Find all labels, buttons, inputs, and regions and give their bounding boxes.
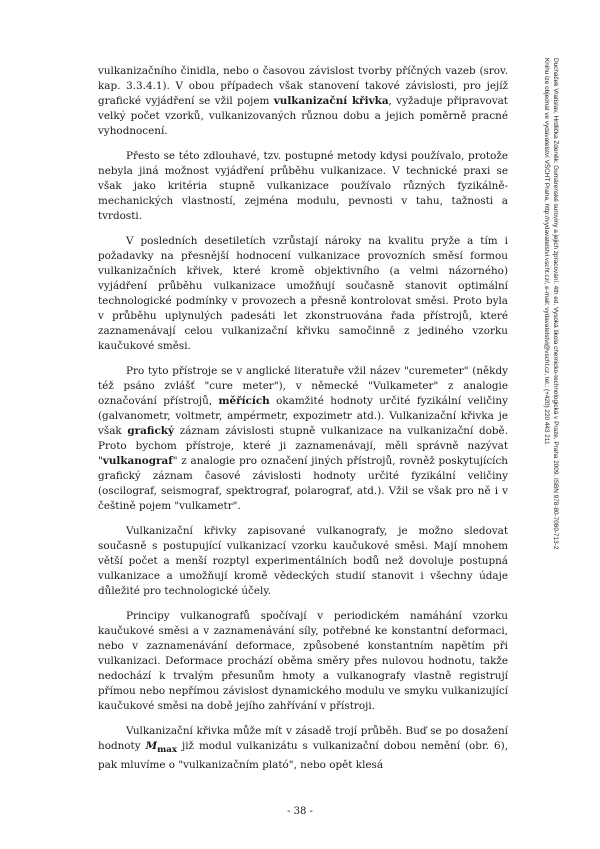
term-graficky: grafický (127, 425, 175, 437)
paragraph-1-text-c: , vyžaduje připravovat velký počet vzorků, vulkanizovaných různou dobu a jejich poměrně pracné vyhodnocení. (98, 95, 508, 137)
term-vulkanograf: vulkanograf (102, 455, 173, 467)
page-number: - 38 - (287, 806, 313, 817)
side-note-line-2: Knihu lze objednat ve vydavatelství VŠCHT Praha, http://vydavatelstvi.vscht.cz/, e-mail: vydavatelstvi@vscht.cz, tel.: (+420) 220 443 211 (543, 58, 550, 445)
term-mericich: měřících (218, 395, 270, 407)
term-vulkanizacni-krivka: vulkanizační křivka (273, 95, 389, 107)
paragraph-2: Přesto se této zdlouhavé, tzv. postupné metody kdysi používalo, protože nebyla jiná možnost vyjádření průběhu vulkanizace. V technické praxi se však jako kritéria stupně vulkanizace používalo různých fyzikálně-mechanických vlastností, zejména modulu, pevnosti v tahu, tažnosti a tvrdosti. (98, 150, 508, 222)
side-note-line-1: Ducháček Vratislav, Hrdlička Zdeněk: Gumárenské suroviny a jejich zpracování. 4th ed. Vysoká škola chemicko-technologická v Praze, Praha 2009. ISBN 978-80-7080-713-2 (552, 58, 559, 550)
paragraph-7 (98, 724, 508, 773)
paragraph-4-text-g: " z analogie pro označení jiných přístrojů, rovněž poskytujících grafický záznam časové závislosti hodnoty určité fyzikální veličiny (oscilograf, seismograf, spektrograf, polarograf, atd.). Vžil se však pro ně i v češtině pojem "vulkametr". (98, 455, 508, 512)
paragraph-4-text-c: okamžité hodnoty určité fyzikální veličiny (galvanometr, voltmetr, ampérmetr, expozimetr atd.). Vulkanizační křivka je však (98, 395, 508, 437)
paragraph-1 (98, 64, 508, 139)
paragraph-4-text-a: Pro tyto přístroje se v anglické literatuře vžil název "curemeter" (někdy též psáno zvlášť "cure meter"), v německé "Vulkameter" z analogie označování přístrojů, (98, 365, 508, 407)
paragraph-5: Vulkanizační křivky zapisované vulkanografy, je možno sledovat současně s postupující vulkanizací vzorku kaučukové směsi. Mají mnohem větší počet a menší rozptyl experimentálních bodů než dovoluje postupná vulkanizace a umožňují kromě vědeckých studií stanovit i všechny údaje důležité pro technologické účely. (98, 525, 508, 597)
paragraph-7-text-d: již modul vulkanizátu s vulkanizační dobou nemění (obr. 6), pak mluvíme o "vulkanizačním plató", nebo opět klesá (98, 740, 508, 772)
symbol-max-subscript: max (157, 745, 178, 756)
page-body (98, 64, 508, 783)
paragraph-6: Principy vulkanografů spočívají v periodickém namáhání vzorku kaučukové směsi a v zaznamenávání síly, potřebné ke konstantní deformaci, nebo v zaznamenávání deformace, způsobené konstantním napětím při vulkanizaci. Deformace prochází oběma směry přes nulovou hodnotu, takže nedochází k trvalým přesunům hmoty a vulkanografy vlastně registrují přímou nebo nepřímou závislost dynamického modulu ve smyku vulkanizující kaučukové směsi na době jejího zahřívání v přístroji. (98, 610, 508, 712)
paragraph-4 (98, 364, 508, 514)
paragraph-3: V posledních desetiletích vzrůstají nároky na kvalitu pryže a tím i požadavky na přesnější hodnocení vulkanizace provozních směsí formou vulkanizačních křivek, které kromě objektivního (a velmi názorného) vyjádření průběhu vulkanizace umožňují současně stanovit optimální technologické podmínky v provozech a přesně kontrolovat směsi. Proto byla v průběhu uplynulých padesáti let zkonstruována řada přístrojů, které zaznamenávají celou vulkanizační křivku samočinně z jediného vzorku kaučukové směsi. (98, 235, 508, 352)
copyright-side-note (516, 58, 560, 818)
symbol-m: M (145, 740, 158, 752)
paragraph-1-text-a: vulkanizačního činidla, nebo o časovou závislost tvorby příčných vazeb (srov. kap. 3.3.4.1). V obou případech však stanovení takové závislosti, pro jejíž grafické vyjádření se vžil pojem (98, 65, 508, 107)
paragraph-4-text-e: záznam závislosti stupně vulkanizace na vulkanizační době. Proto bychom přístroje, které ji zaznamenávají, měli správně nazývat " (98, 425, 509, 467)
paragraph-7-text-a: Vulkanizační křivka může mít v zásadě trojí průběh. Buď se po dosažení hodnoty (98, 725, 508, 752)
